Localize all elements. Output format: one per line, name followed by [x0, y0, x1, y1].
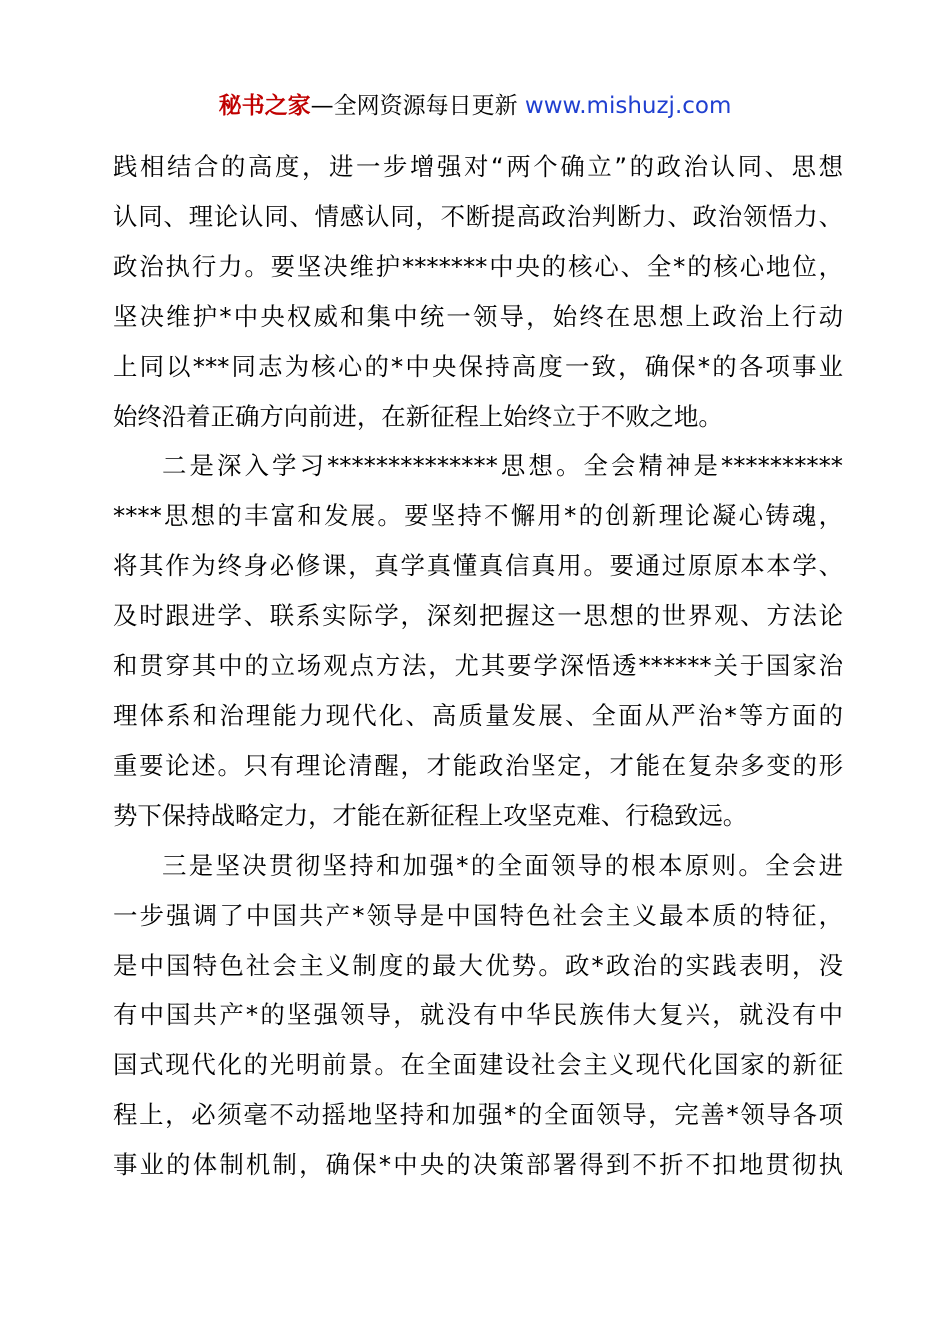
- body-line: 认同、理论认同、情感认同，不断提高政治判断力、政治领悟力、: [113, 201, 843, 231]
- site-url-link[interactable]: www.mishuzj.com: [524, 93, 732, 119]
- body-line: 势下保持战略定力，才能在新征程上攻坚克难、行稳致远。: [113, 800, 748, 830]
- body-line: 政治执行力。要坚决维护*******中央的核心、全*的核心地位，: [113, 251, 843, 281]
- paragraph-start-line: 二是深入学习**************思想。全会精神是**********: [162, 451, 843, 481]
- body-line: 及时跟进学、联系实际学，深刻把握这一思想的世界观、方法论: [113, 601, 843, 631]
- body-line: 重要论述。只有理论清醒，才能政治坚定，才能在复杂多变的形: [113, 750, 843, 780]
- body-line: 将其作为终身必修课，真学真懂真信真用。要通过原原本本学、: [113, 551, 843, 581]
- document-header: [0, 88, 950, 124]
- body-line: 是中国特色社会主义制度的最大优势。政*政治的实践表明，没: [113, 950, 843, 980]
- body-line: 国式现代化的光明前景。在全面建设社会主义现代化国家的新征: [113, 1050, 843, 1080]
- body-line: 程上，必须毫不动摇地坚持和加强*的全面领导，完善*领导各项: [113, 1100, 843, 1130]
- body-line: 一步强调了中国共产*领导是中国特色社会主义最本质的特征，: [113, 900, 843, 930]
- body-line: 理体系和治理能力现代化、高质量发展、全面从严治*等方面的: [113, 700, 843, 730]
- body-line: ****思想的丰富和发展。要坚持不懈用*的创新理论凝心铸魂，: [113, 501, 843, 531]
- paragraph-start-line: 三是坚决贯彻坚持和加强*的全面领导的根本原则。全会进: [162, 850, 843, 880]
- body-line: 践相结合的高度，进一步增强对“两个确立”的政治认同、思想: [113, 152, 843, 181]
- body-line: 坚决维护*中央权威和集中统一领导，始终在思想上政治上行动: [113, 301, 843, 331]
- body-line: 事业的体制机制，确保*中央的决策部署得到不折不扣地贯彻执: [113, 1150, 843, 1180]
- body-line: 上同以***同志为核心的*中央保持高度一致，确保*的各项事业: [113, 351, 843, 381]
- body-line: 有中国共产*的坚强领导，就没有中华民族伟大复兴，就没有中: [113, 1000, 843, 1030]
- header-tagline: —全网资源每日更新: [310, 93, 525, 119]
- body-line: 和贯穿其中的立场观点方法，尤其要学深悟透******关于国家治: [113, 651, 843, 681]
- document-body: [113, 142, 843, 1190]
- brand-name: 秘书之家: [218, 93, 311, 119]
- body-line: 始终沿着正确方向前进，在新征程上始终立于不败之地。: [113, 401, 723, 431]
